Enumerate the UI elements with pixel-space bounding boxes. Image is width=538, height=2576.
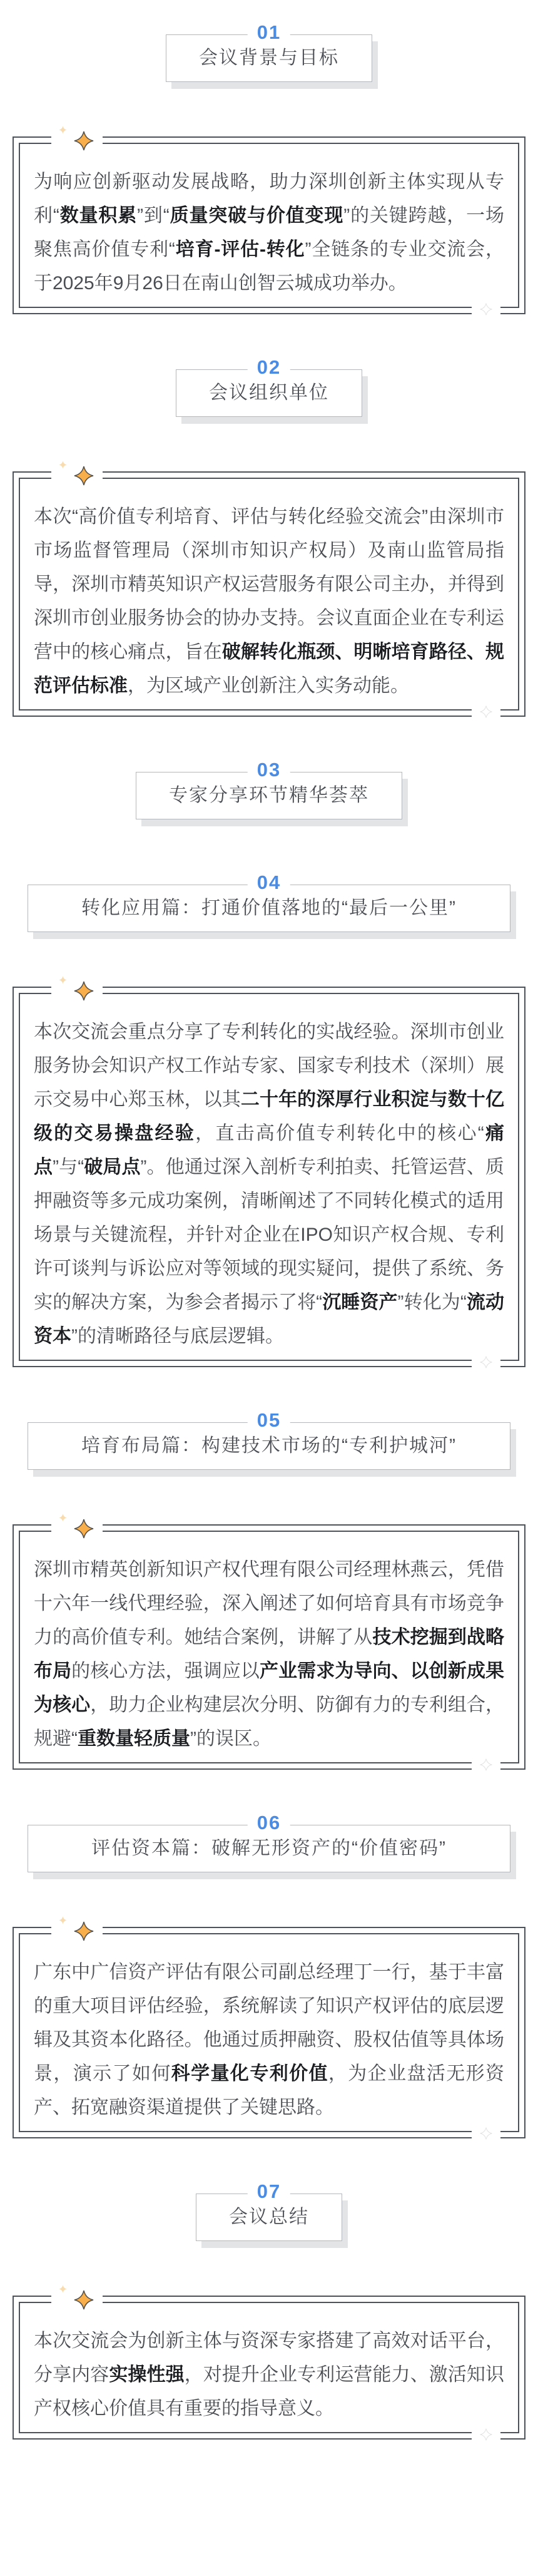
- corner-sparkle-icon: [480, 1758, 492, 1771]
- content-card: [13, 471, 525, 717]
- sparkle-decoration: [51, 462, 103, 491]
- sparkle-icon: [74, 981, 94, 1001]
- tiny-sparkle-icon: [59, 976, 67, 984]
- content-card: [13, 1524, 525, 1770]
- corner-sparkle-icon: [480, 2428, 492, 2441]
- section-title-box: [28, 871, 510, 932]
- section-number: 02: [248, 357, 290, 378]
- section-title-box: [28, 1812, 510, 1872]
- content-card: [13, 2296, 525, 2440]
- body-paragraph: 为响应创新驱动发展战略，助力深圳创新主体实现从专利“数量积累”到“质量突破与价值变现”的关键跨越，一场聚焦高价值专利“培育-评估-转化”全链条的专业交流会，于2025年9月26日在南山创智云城成功举办。: [34, 172, 504, 294]
- section-number: 07: [248, 2181, 290, 2202]
- card-inner-frame: [19, 1531, 519, 1763]
- section-number: 05: [248, 1410, 290, 1431]
- section-title: 评估资本篇：破解无形资产的“价值密码”: [91, 1838, 447, 1859]
- corner-sparkle-icon: [480, 706, 492, 718]
- section-05: [0, 1409, 538, 1770]
- tiny-sparkle-icon: [59, 461, 67, 469]
- card-inner-frame: [19, 2302, 519, 2433]
- sparkle-decoration: [51, 127, 103, 156]
- section-06: [0, 1812, 538, 2138]
- section-number: 06: [248, 1812, 290, 1834]
- card-inner-frame: [19, 993, 519, 1361]
- article-page: [0, 21, 538, 2576]
- sparkle-decoration: [51, 977, 103, 1006]
- card-inner-frame: [19, 478, 519, 711]
- body-paragraph: 本次交流会重点分享了专利转化的实战经验。深圳市创业服务协会知识产权工作站专家、国家专利技术（深圳）展示交易中心郑玉林，以其二十年的深厚行业积淀与数十亿级的交易操盘经验，直击高价值专利转化中的核心“痛点”与“破局点”。他通过深入剖析专利拍卖、托管运营、质押融资等多元成功案例，清晰阐述了不同转化模式的适用场景与关键流程，并针对企业在IPO知识产权合规、专利许可谈判与诉讼应对等领域的现实疑问，提供了系统、务实的解决方案，为参会者揭示了将“沉睡资产”转化为“流动资本”的清晰路径与底层逻辑。: [34, 1022, 505, 1347]
- sparkle-decoration: [51, 1917, 103, 1946]
- corner-sparkle-icon: [480, 303, 492, 316]
- corner-sparkle-decoration: [472, 699, 500, 725]
- section-title: 会议背景与目标: [199, 48, 339, 68]
- sparkle-decoration: [51, 1515, 103, 1544]
- sparkle-icon: [74, 1519, 94, 1539]
- content-card: [13, 987, 525, 1367]
- section-title-box: [176, 356, 362, 417]
- section-02: [0, 356, 538, 717]
- sparkle-decoration: [51, 2286, 103, 2315]
- sparkle-icon: [74, 466, 94, 486]
- section-number: 03: [248, 759, 290, 781]
- body-paragraph: 广东中广信资产评估有限公司副总经理丁一行，基于丰富的重大项目评估经验，系统解读了知识产权评估的底层逻辑及其资本化路径。他通过质押融资、股权估值等具体场景，演示了如何科学量化专利价值，为企业盘活无形资产、拓宽融资渠道提供了关键思路。: [34, 1962, 505, 2118]
- section-title: 培育布局篇：构建技术市场的“专利护城河”: [81, 1435, 457, 1456]
- section-number: 01: [248, 22, 290, 43]
- body-paragraph: 本次“高价值专利培育、评估与转化经验交流会”由深圳市市场监督管理局（深圳市知识产权局）及南山监管局指导，深圳市精英知识产权运营服务有限公司主办，并得到深圳市创业服务协会的协办支持。会议直面企业在专利运营中的核心痛点，旨在破解转化瓶颈、明晰培育路径、规范评估标准，为区域产业创新注入实务动能。: [34, 506, 505, 696]
- body-paragraph: 本次交流会为创新主体与资深专家搭建了高效对话平台，分享内容实操性强，对提升企业专利运营能力、激活知识产权核心价值具有重要的指导意义。: [34, 2331, 505, 2419]
- section-title: 会议总结: [229, 2207, 309, 2227]
- section-title-box: [166, 21, 372, 82]
- card-inner-frame: [19, 143, 519, 308]
- section-03: [0, 759, 538, 819]
- corner-sparkle-decoration: [472, 2421, 500, 2448]
- corner-sparkle-decoration: [472, 1349, 500, 1375]
- sparkle-icon: [74, 131, 94, 151]
- section-title-box: [28, 1409, 510, 1470]
- tiny-sparkle-icon: [59, 126, 67, 134]
- corner-sparkle-icon: [480, 1356, 492, 1368]
- sparkle-icon: [74, 1921, 94, 1941]
- section-title: 会议组织单位: [209, 382, 329, 403]
- sparkle-icon: [74, 2290, 94, 2310]
- tiny-sparkle-icon: [59, 1514, 67, 1522]
- corner-sparkle-decoration: [472, 1752, 500, 1778]
- section-07: [0, 2180, 538, 2440]
- content-card: [13, 136, 525, 314]
- tiny-sparkle-icon: [59, 1916, 67, 1924]
- section-title-box: [136, 759, 402, 819]
- card-inner-frame: [19, 1933, 519, 2132]
- section-01: [0, 21, 538, 314]
- section-title: 专家分享环节精华荟萃: [169, 785, 369, 806]
- content-card: [13, 1927, 525, 2138]
- section-title-box: [196, 2180, 342, 2241]
- section-04: [0, 871, 538, 1367]
- tiny-sparkle-icon: [59, 2285, 67, 2293]
- section-title: 转化应用篇：打通价值落地的“最后一公里”: [81, 898, 457, 918]
- corner-sparkle-decoration: [472, 2120, 500, 2147]
- section-number: 04: [248, 872, 290, 893]
- body-paragraph: 深圳市精英创新知识产权代理有限公司经理林燕云，凭借十六年一线代理经验，深入阐述了如何培育具有市场竞争力的高价值专利。她结合案例，讲解了从技术挖掘到战略布局的核心方法，强调应以产业需求为导向、以创新成果为核心，助力企业构建层次分明、防御有力的专利组合，规避“重数量轻质量”的误区。: [34, 1559, 505, 1749]
- corner-sparkle-icon: [480, 2127, 492, 2140]
- corner-sparkle-decoration: [472, 296, 500, 322]
